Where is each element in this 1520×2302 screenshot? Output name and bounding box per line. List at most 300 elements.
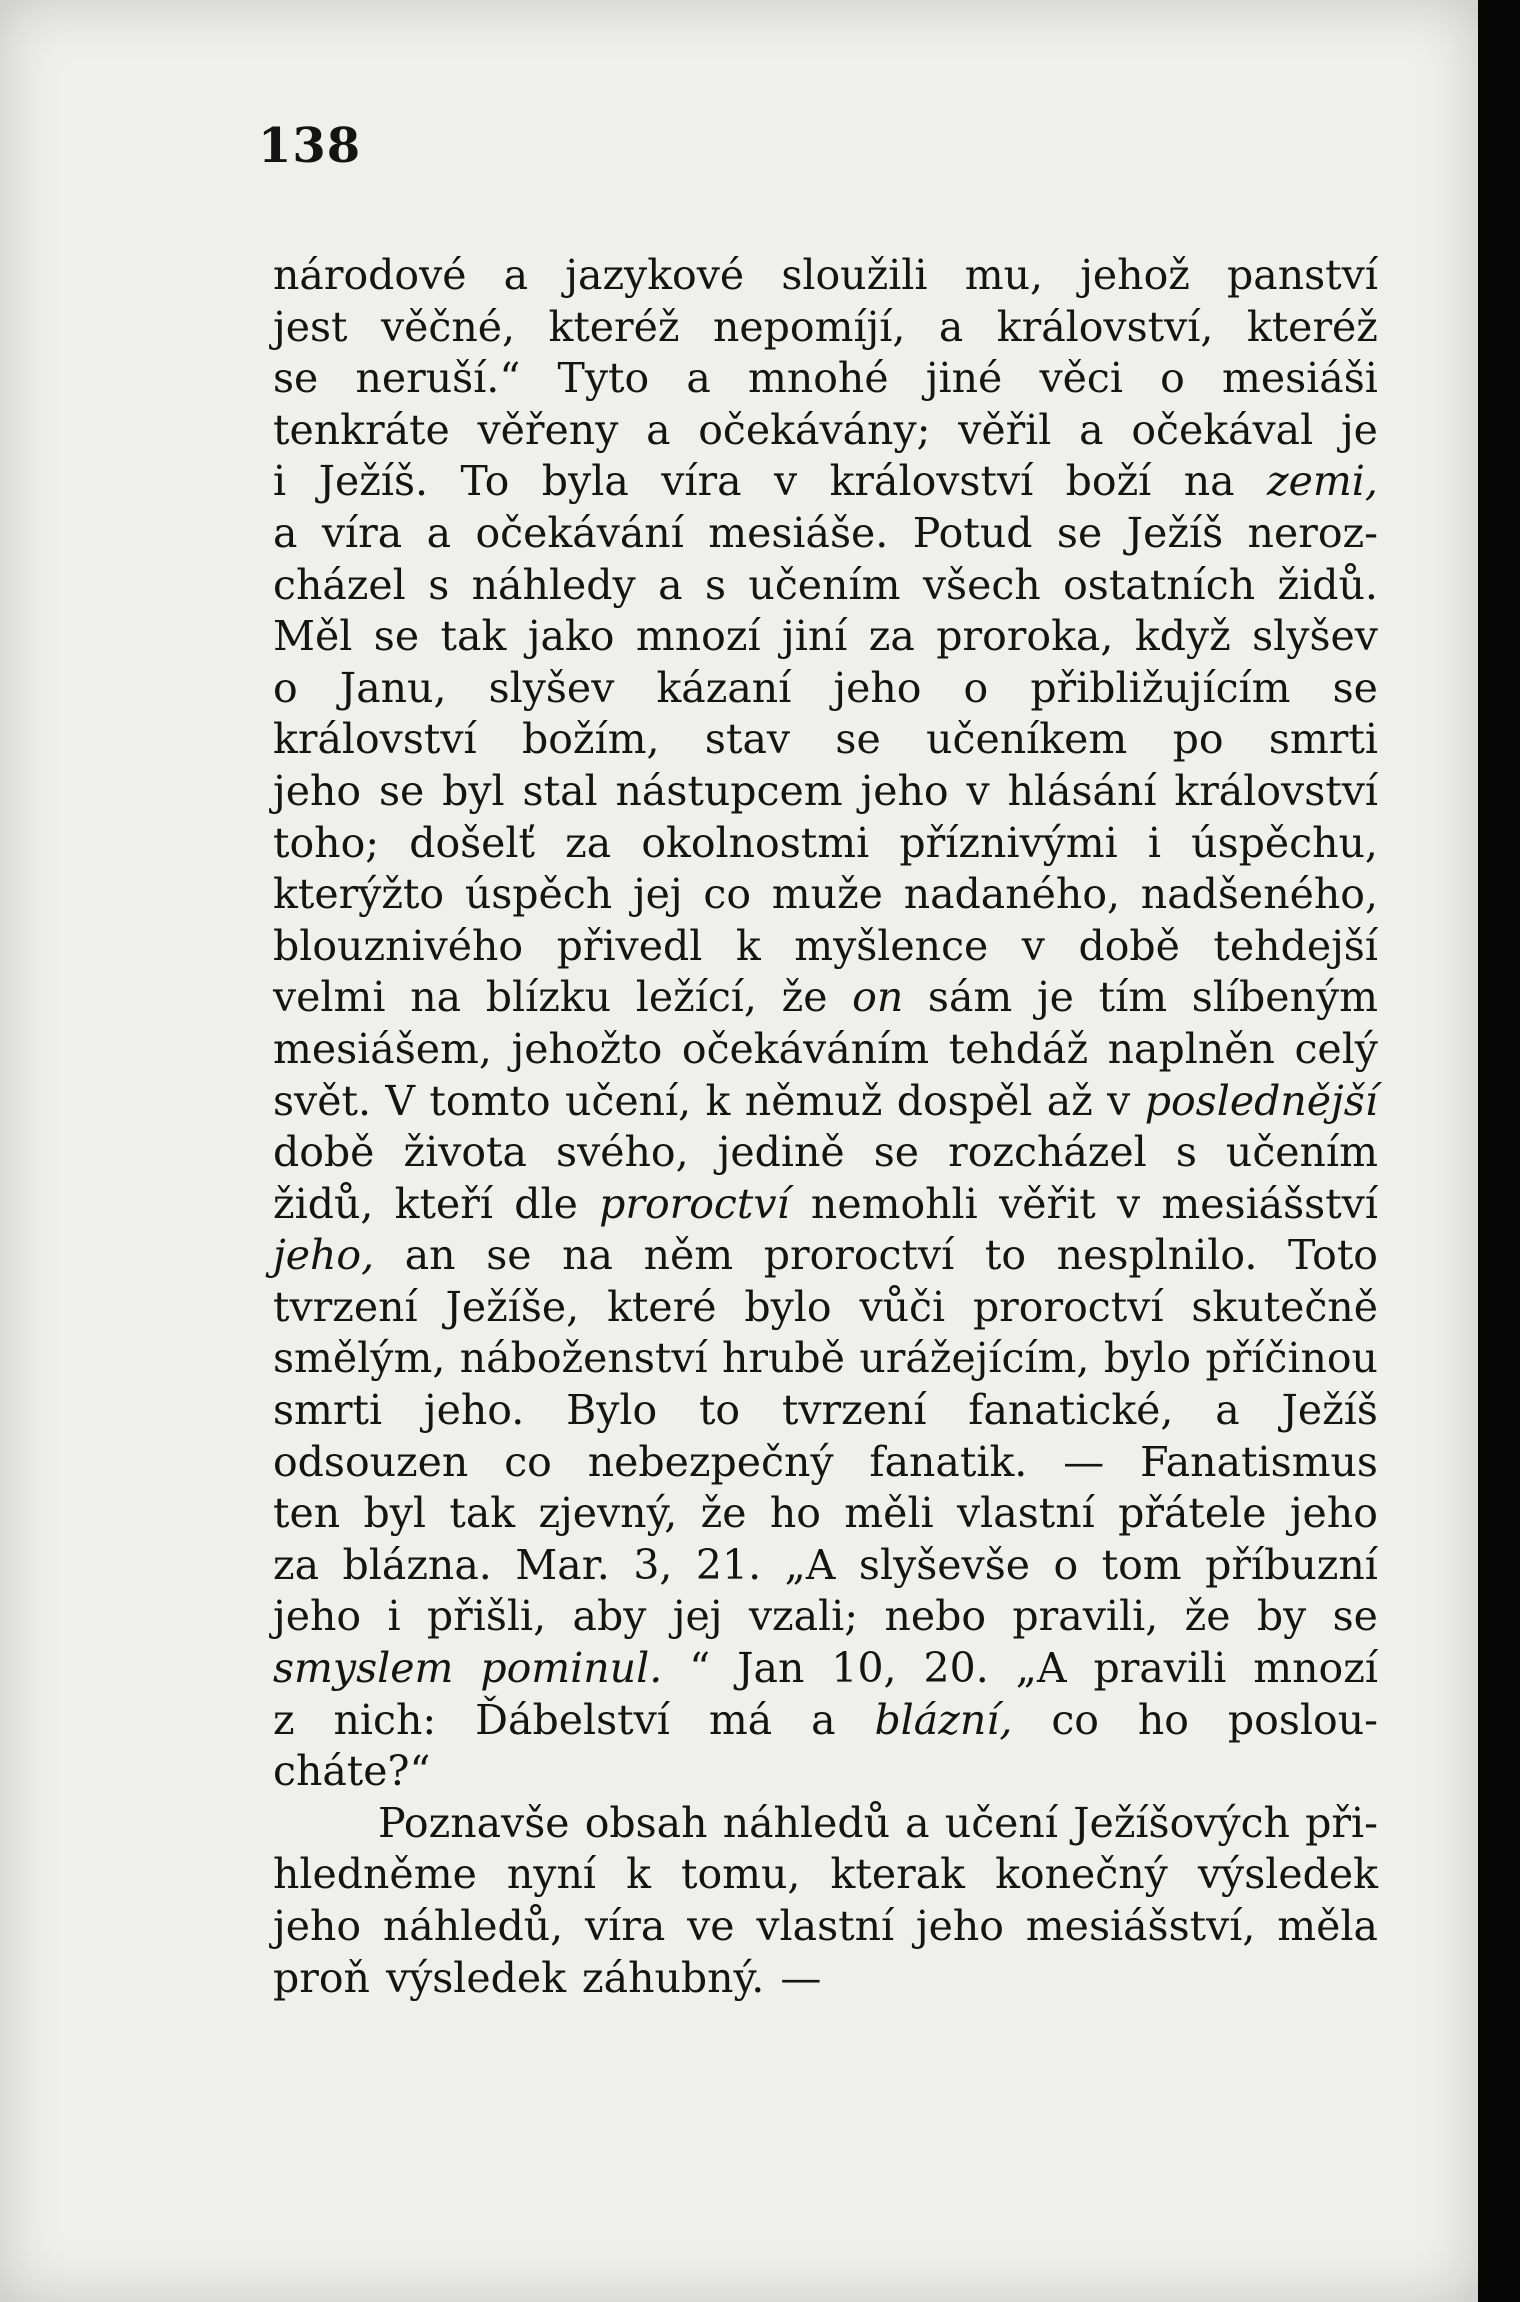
word: aby <box>572 1592 647 1641</box>
word: vzali; <box>748 1592 859 1641</box>
word: náhledů <box>722 1798 890 1847</box>
text-line <box>273 663 1378 715</box>
word: a <box>273 508 298 557</box>
word: dospěl <box>896 1076 1033 1125</box>
word: při- <box>1305 1798 1378 1847</box>
word: naplněn <box>1107 1024 1275 1073</box>
word: příznivými <box>899 818 1118 867</box>
word: jej <box>632 870 683 919</box>
text-line <box>273 1230 1378 1282</box>
word: až <box>1046 1076 1093 1125</box>
word: ho <box>1137 1695 1189 1744</box>
word: a <box>1215 1386 1240 1435</box>
word: mesiášem, <box>273 1024 492 1073</box>
word: co <box>504 1437 552 1486</box>
word: bylo <box>1103 1334 1192 1383</box>
word: neroz- <box>1247 508 1378 557</box>
word: na <box>1183 457 1235 506</box>
text-line <box>273 1437 1378 1489</box>
text-line <box>273 1179 1378 1231</box>
word: velmi <box>273 973 386 1022</box>
word: že <box>781 973 828 1022</box>
text-line <box>273 1127 1378 1179</box>
word: tehdejší <box>1213 921 1378 970</box>
word: Měl <box>273 612 353 661</box>
word: sloužili <box>781 251 928 299</box>
word: rozcházel <box>948 1128 1147 1177</box>
word: skutečně <box>1191 1282 1378 1331</box>
word: kterak <box>830 1850 966 1899</box>
word: jeho <box>1289 1489 1378 1538</box>
word: tvrzení <box>781 1386 927 1435</box>
word: Fanatismus <box>1140 1437 1378 1486</box>
word: za <box>273 1540 320 1589</box>
word: z <box>273 1695 295 1744</box>
word: výsledek <box>385 1953 567 2002</box>
word: Bylo <box>566 1386 658 1435</box>
word: o <box>1160 354 1185 403</box>
word: 3, <box>633 1540 673 1589</box>
word: má <box>708 1695 773 1744</box>
word: neruší.“ <box>355 354 521 403</box>
text-line <box>273 1901 1378 1953</box>
word: byl <box>442 766 505 815</box>
word: k <box>735 921 761 970</box>
word: došelť <box>409 818 536 867</box>
word: se <box>1056 508 1103 557</box>
text-line <box>273 972 1378 1024</box>
word: i <box>387 1592 401 1641</box>
word: o <box>1053 1540 1079 1589</box>
word: kteréž <box>1246 302 1378 351</box>
word: náboženství <box>459 1334 708 1383</box>
word: proroka, <box>936 612 1114 661</box>
word: za <box>565 818 612 867</box>
text-line <box>273 1746 1378 1798</box>
word: ve <box>687 1902 735 1950</box>
word: Ďábelství <box>475 1695 670 1744</box>
word: židů, <box>273 1179 374 1228</box>
word: života <box>403 1128 527 1177</box>
word: „A <box>784 1540 836 1589</box>
text-line <box>273 818 1378 870</box>
word: jehož <box>1080 251 1190 299</box>
word: tím <box>1098 973 1168 1022</box>
word: se <box>873 1128 920 1177</box>
word: Poznavše <box>378 1798 570 1847</box>
word: blázna. <box>342 1540 492 1589</box>
word: i <box>1147 818 1162 867</box>
word: obsah <box>584 1798 708 1847</box>
word: odsouzen <box>273 1437 469 1486</box>
word: kteréž <box>548 302 680 351</box>
word: víra <box>321 508 403 557</box>
word: Ježíš <box>1126 508 1224 557</box>
word: učením <box>748 560 901 609</box>
word: tom <box>1101 1540 1182 1589</box>
text-line <box>273 1024 1378 1076</box>
word: vůči <box>859 1282 946 1331</box>
word: o <box>273 663 298 712</box>
word: panství <box>1227 251 1378 299</box>
word: blouznivého <box>273 921 524 970</box>
word: muže <box>771 870 883 919</box>
word: celý <box>1294 1024 1378 1073</box>
word: smyslem <box>273 1644 454 1693</box>
word: on <box>852 973 904 1022</box>
word: očekávány; <box>698 405 931 454</box>
word: blázní, <box>874 1695 1013 1744</box>
word: nadšeného, <box>1140 870 1378 919</box>
word: víra <box>661 457 742 506</box>
word: mesiáši <box>1221 354 1378 403</box>
word: urážejícím, <box>859 1334 1090 1383</box>
word: očekávání <box>475 508 684 557</box>
word: s <box>428 560 450 609</box>
word: myšlence <box>794 921 989 970</box>
word: učením <box>1225 1128 1378 1177</box>
text-line <box>273 921 1378 973</box>
text-line <box>273 1282 1378 1334</box>
word: když <box>1134 612 1231 661</box>
word: království <box>273 715 477 764</box>
word: věřit <box>999 1179 1096 1228</box>
word: se <box>373 612 420 661</box>
word: mu, <box>964 251 1044 299</box>
word: přišli, <box>426 1592 547 1641</box>
word: tomto <box>429 1076 551 1125</box>
word: je <box>1340 405 1378 454</box>
word: Tyto <box>557 354 650 403</box>
text-line <box>273 869 1378 921</box>
word: kterýžto <box>273 870 445 919</box>
word: ho <box>769 1489 821 1538</box>
word: mesiášství, <box>1025 1902 1256 1950</box>
word: 21. <box>695 1540 762 1589</box>
scan-border <box>1478 0 1520 2302</box>
word: Jan <box>737 1644 805 1693</box>
word: fanatické, <box>968 1386 1174 1435</box>
text-line <box>273 250 1378 302</box>
word: věčné, <box>380 302 516 351</box>
word: Janu, <box>339 663 447 712</box>
word: mnohé <box>747 354 889 403</box>
word: ostatních <box>1063 560 1256 609</box>
word: jako <box>527 612 615 661</box>
word: nadaného, <box>903 870 1121 919</box>
word: slyševše <box>858 1540 1031 1589</box>
word: a <box>426 508 452 557</box>
word: „A <box>1015 1644 1067 1693</box>
word: království <box>829 457 1034 506</box>
word: poslednější <box>1144 1076 1378 1125</box>
word: národové <box>273 251 467 299</box>
word: svého, <box>556 1128 689 1177</box>
word: božím, <box>522 715 660 764</box>
word: — <box>1063 1437 1105 1486</box>
word: tenkráte <box>273 405 450 454</box>
word: proroctví <box>972 1282 1164 1331</box>
word: se <box>486 1231 532 1280</box>
word: víra <box>585 1902 666 1950</box>
text-line <box>273 1076 1378 1128</box>
word: zjevný, <box>538 1489 678 1538</box>
word: fanatik. <box>869 1437 1028 1486</box>
text-line <box>273 714 1378 766</box>
word: mesiáše. <box>708 508 889 557</box>
word: slíbeným <box>1191 973 1378 1022</box>
word: a <box>811 1695 836 1744</box>
text-line <box>273 766 1378 818</box>
word: nástupcem <box>615 766 843 815</box>
word: že <box>700 1489 747 1538</box>
word: jehožto <box>511 1024 663 1073</box>
text-line <box>273 1643 1378 1695</box>
word: proroctví <box>599 1179 790 1228</box>
text-line <box>273 405 1378 457</box>
word: tak <box>449 1489 516 1538</box>
word: byl <box>363 1489 427 1538</box>
word: přátele <box>1118 1489 1267 1538</box>
word: jeho <box>273 1592 362 1641</box>
text-line <box>273 1333 1378 1385</box>
text-line <box>273 353 1378 405</box>
word: jeho <box>860 766 949 815</box>
word: jedině <box>717 1128 845 1177</box>
word: V <box>385 1076 415 1125</box>
word: slyšev <box>1252 612 1378 661</box>
word: učení, <box>564 1076 692 1125</box>
word: pravili, <box>1012 1592 1159 1641</box>
word: náhledů, <box>382 1902 564 1950</box>
word: Ježíš <box>1281 1386 1378 1435</box>
word: věci <box>1039 354 1123 403</box>
word: mnozí <box>1253 1644 1378 1693</box>
word: a <box>658 560 683 609</box>
word: kteří <box>394 1179 493 1228</box>
word: měli <box>844 1489 934 1538</box>
word: smrti <box>1268 715 1378 764</box>
word: dle <box>514 1179 578 1228</box>
word: jest <box>273 302 348 351</box>
word: době <box>1078 921 1180 970</box>
word: se <box>835 715 881 764</box>
word: království <box>1174 766 1378 815</box>
word: konečný <box>995 1850 1168 1899</box>
word: v <box>1021 921 1045 970</box>
word: jazykové <box>565 251 745 299</box>
word: blízku <box>485 973 612 1022</box>
word: Toto <box>1287 1231 1378 1280</box>
word: příčinou <box>1205 1334 1378 1383</box>
word: po <box>1172 715 1224 764</box>
word: jiné <box>925 354 1003 403</box>
text-line <box>273 611 1378 663</box>
word: mesiášství <box>1161 1179 1378 1228</box>
word: nemohli <box>810 1179 978 1228</box>
word: stav <box>704 715 791 764</box>
word: poslou- <box>1227 1695 1378 1744</box>
word: svět. <box>273 1076 371 1125</box>
word: hrubě <box>722 1334 845 1383</box>
text-line <box>273 1540 1378 1592</box>
word: se <box>1332 1592 1378 1641</box>
word: stal <box>522 766 598 815</box>
word: to <box>984 1231 1027 1280</box>
word: s <box>704 560 727 609</box>
word: nebo <box>884 1592 987 1641</box>
word: Ježíšových <box>1073 1798 1290 1847</box>
word: mnozí <box>635 612 761 661</box>
word: toho; <box>273 818 380 867</box>
word: příbuzní <box>1205 1540 1378 1589</box>
word: jeho, <box>273 1231 375 1280</box>
word: se <box>1332 663 1378 712</box>
word: učení <box>944 1798 1058 1847</box>
word: přivedl <box>556 921 703 970</box>
word: To <box>460 457 510 506</box>
word: cházel <box>273 560 406 609</box>
text-line <box>273 560 1378 612</box>
word: království, <box>996 302 1214 351</box>
word: v <box>773 457 798 506</box>
word: tak <box>440 612 507 661</box>
word: věřeny <box>477 405 619 454</box>
word: nebezpečný <box>587 1437 834 1486</box>
word: Potud <box>912 508 1033 557</box>
word: sám <box>927 973 1013 1022</box>
word: Ježíš. <box>318 457 429 506</box>
word: jeho. <box>423 1386 525 1435</box>
word: bylo <box>744 1282 832 1331</box>
word: úspěchu, <box>1191 818 1378 867</box>
word: okolnostmi <box>641 818 870 867</box>
word: ležící, <box>635 973 757 1022</box>
page-number: 138 <box>258 118 362 174</box>
word: židů. <box>1277 560 1378 609</box>
word: kázaní <box>656 663 792 712</box>
word: měla <box>1277 1902 1378 1950</box>
word: záhubný. <box>582 1953 765 2002</box>
word: se <box>378 766 425 815</box>
text-line <box>273 508 1378 560</box>
word: o <box>963 663 989 712</box>
word: se <box>273 354 319 403</box>
word: náhledy <box>471 560 636 609</box>
word: očekáváním <box>681 1024 930 1073</box>
word: v <box>1107 1076 1131 1125</box>
word: k <box>626 1850 651 1899</box>
word: pravili <box>1093 1644 1227 1693</box>
word: a <box>1079 405 1104 454</box>
text-line <box>273 1385 1378 1437</box>
word: boží <box>1065 457 1152 506</box>
word: byla <box>541 457 629 506</box>
word: jeho <box>273 1902 362 1950</box>
word: proroctví <box>763 1231 955 1280</box>
text-line <box>273 1953 1378 2005</box>
word: cháte?“ <box>273 1747 431 1796</box>
word: a <box>646 405 671 454</box>
word: a <box>938 302 964 351</box>
word: němuž <box>744 1076 883 1125</box>
word: v <box>1116 1179 1141 1228</box>
word: jeho <box>915 1902 1004 1950</box>
word: přibližujícím <box>1030 663 1291 712</box>
word: vlastní <box>957 1489 1095 1538</box>
word: něm <box>643 1231 734 1280</box>
word: ten <box>273 1489 341 1538</box>
word: proň <box>273 1953 370 2002</box>
word: věřil <box>958 405 1052 454</box>
word: hlásání <box>1007 766 1157 815</box>
word: — <box>780 1953 822 2002</box>
word: vlastní <box>756 1902 895 1950</box>
word: očekával <box>1131 405 1314 454</box>
text-line <box>273 1488 1378 1540</box>
word: slyšev <box>488 663 615 712</box>
word: nesplnilo. <box>1056 1231 1258 1280</box>
text-line <box>273 456 1378 508</box>
word: na <box>562 1231 613 1280</box>
word: “ <box>689 1644 711 1693</box>
word: je <box>1036 973 1074 1022</box>
word: 10, <box>831 1644 897 1693</box>
text-line <box>273 1798 1378 1850</box>
text-line <box>273 1695 1378 1747</box>
word: učeníkem <box>926 715 1128 764</box>
word: době <box>273 1128 375 1177</box>
word: pominul. <box>480 1644 663 1693</box>
word: v <box>966 766 990 815</box>
word: jiní <box>782 612 848 661</box>
word: že <box>1184 1592 1231 1641</box>
text-line <box>273 302 1378 354</box>
word: Mar. <box>515 1540 610 1589</box>
word: úspěch <box>464 870 613 919</box>
word: a <box>905 1798 930 1847</box>
word: a <box>686 354 711 403</box>
text-line <box>273 1849 1378 1901</box>
word: k <box>705 1076 731 1125</box>
word: tehdáž <box>948 1024 1089 1073</box>
word: všech <box>922 560 1041 609</box>
word: by <box>1256 1592 1307 1641</box>
word: nyní <box>506 1850 596 1899</box>
word: které <box>607 1282 717 1331</box>
word: smrti <box>273 1386 383 1435</box>
word: jej <box>672 1592 723 1641</box>
word: 20. <box>923 1644 989 1693</box>
word: zemi, <box>1267 457 1378 506</box>
word: jeho <box>833 663 922 712</box>
word: an <box>404 1231 456 1280</box>
word: tvrzení <box>273 1282 418 1331</box>
word: smělým, <box>273 1334 446 1383</box>
word: nepomíjí, <box>712 302 906 351</box>
word: s <box>1175 1128 1197 1177</box>
word: jeho <box>273 766 362 815</box>
word: a <box>503 251 529 299</box>
word: hledněme <box>273 1850 477 1899</box>
text-line <box>273 1591 1378 1643</box>
word: nich: <box>333 1695 437 1744</box>
word: co <box>1051 1695 1099 1744</box>
word: na <box>410 973 462 1022</box>
word: i <box>273 457 287 506</box>
word: co <box>703 870 752 919</box>
word: Ježíše, <box>445 1282 580 1331</box>
